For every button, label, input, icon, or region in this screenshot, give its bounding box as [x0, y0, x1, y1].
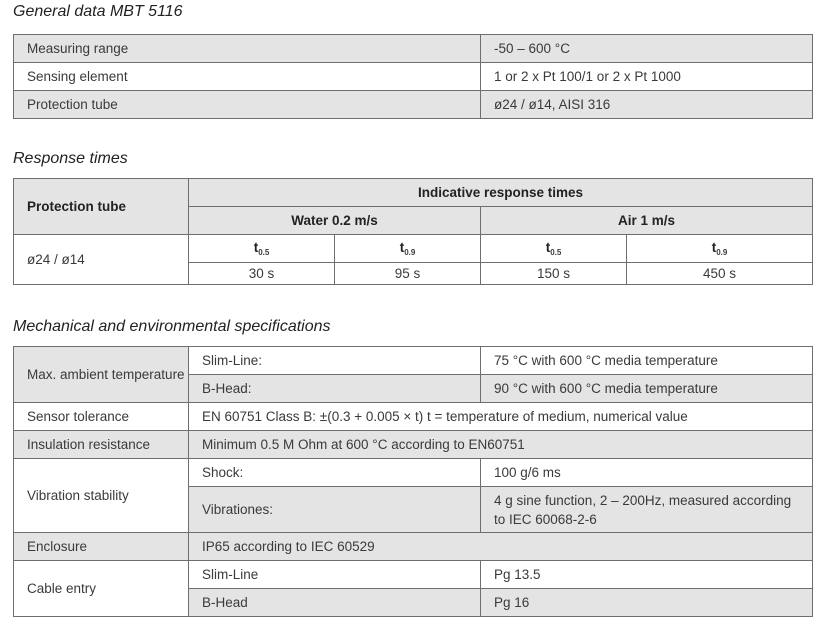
response-times-table — [13, 178, 813, 285]
mechanical-specs-heading: Mechanical and environmental specifications — [13, 318, 331, 335]
tube-value: ø24 / ø14 — [14, 235, 189, 285]
table-row — [14, 91, 813, 119]
table-row — [14, 533, 813, 561]
response-value: 450 s — [627, 263, 813, 285]
table-row — [14, 347, 813, 375]
general-data-table — [13, 34, 813, 119]
slim-line-label: Slim-Line: — [189, 347, 481, 375]
cable-entry-label: Cable entry — [14, 561, 189, 617]
protection-tube-header: Protection tube — [14, 179, 189, 235]
air-header: Air 1 m/s — [481, 207, 813, 235]
cable-bhead-label: B-Head — [189, 589, 481, 617]
row-value: -50 – 600 °C — [481, 35, 813, 63]
shock-label: Shock: — [189, 459, 481, 487]
general-data-heading: General data MBT 5116 — [13, 3, 183, 20]
vibrationes-label: Vibrationes: — [189, 487, 481, 533]
max-ambient-label: Max. ambient temperature — [14, 347, 189, 403]
response-times-heading: Response times — [13, 150, 128, 167]
b-head-label: B-Head: — [189, 375, 481, 403]
table-row — [14, 235, 813, 263]
table-row — [14, 561, 813, 589]
t09-water-header: $t_{0.9}$ — [335, 235, 481, 263]
insulation-value: Minimum 0.5 M Ohm at 600 °C according to EN60751 — [189, 431, 813, 459]
t09-air-header: $t_{0.9}$ — [627, 235, 813, 263]
cable-slim-value: Pg 13.5 — [481, 561, 813, 589]
table-row — [14, 459, 813, 487]
table-row — [14, 431, 813, 459]
table-row — [14, 35, 813, 63]
sensor-tolerance-label: Sensor tolerance — [14, 403, 189, 431]
response-value: 95 s — [335, 263, 481, 285]
mechanical-specs-table — [13, 346, 813, 617]
response-value: 30 s — [189, 263, 335, 285]
row-label: Sensing element — [14, 63, 481, 91]
row-label: Measuring range — [14, 35, 481, 63]
cable-slim-label: Slim-Line — [189, 561, 481, 589]
vibration-label: Vibration stability — [14, 459, 189, 533]
water-header: Water 0.2 m/s — [189, 207, 481, 235]
b-head-value: 90 °C with 600 °C media temperature — [481, 375, 813, 403]
slim-line-value: 75 °C with 600 °C media temperature — [481, 347, 813, 375]
shock-value: 100 g/6 ms — [481, 459, 813, 487]
sensor-tolerance-value: EN 60751 Class B: ±(0.3 + 0.005 × t) t = temperature of medium, numerical value — [189, 403, 813, 431]
cable-bhead-value: Pg 16 — [481, 589, 813, 617]
t05-air-header: $t_{0.5}$ — [481, 235, 627, 263]
enclosure-label: Enclosure — [14, 533, 189, 561]
vibrationes-value: 4 g sine function, 2 – 200Hz, measured according to IEC 60068-2-6 — [481, 487, 813, 533]
t05-water-header: $t_{0.5}$ — [189, 235, 335, 263]
response-value: 150 s — [481, 263, 627, 285]
row-label: Protection tube — [14, 91, 481, 119]
table-row — [14, 403, 813, 431]
enclosure-value: IP65 according to IEC 60529 — [189, 533, 813, 561]
row-value: 1 or 2 x Pt 100/1 or 2 x Pt 1000 — [481, 63, 813, 91]
table-row — [14, 63, 813, 91]
table-row — [14, 179, 813, 207]
row-value: ø24 / ø14, AISI 316 — [481, 91, 813, 119]
indicative-header: Indicative response times — [189, 179, 813, 207]
insulation-label: Insulation resistance — [14, 431, 189, 459]
